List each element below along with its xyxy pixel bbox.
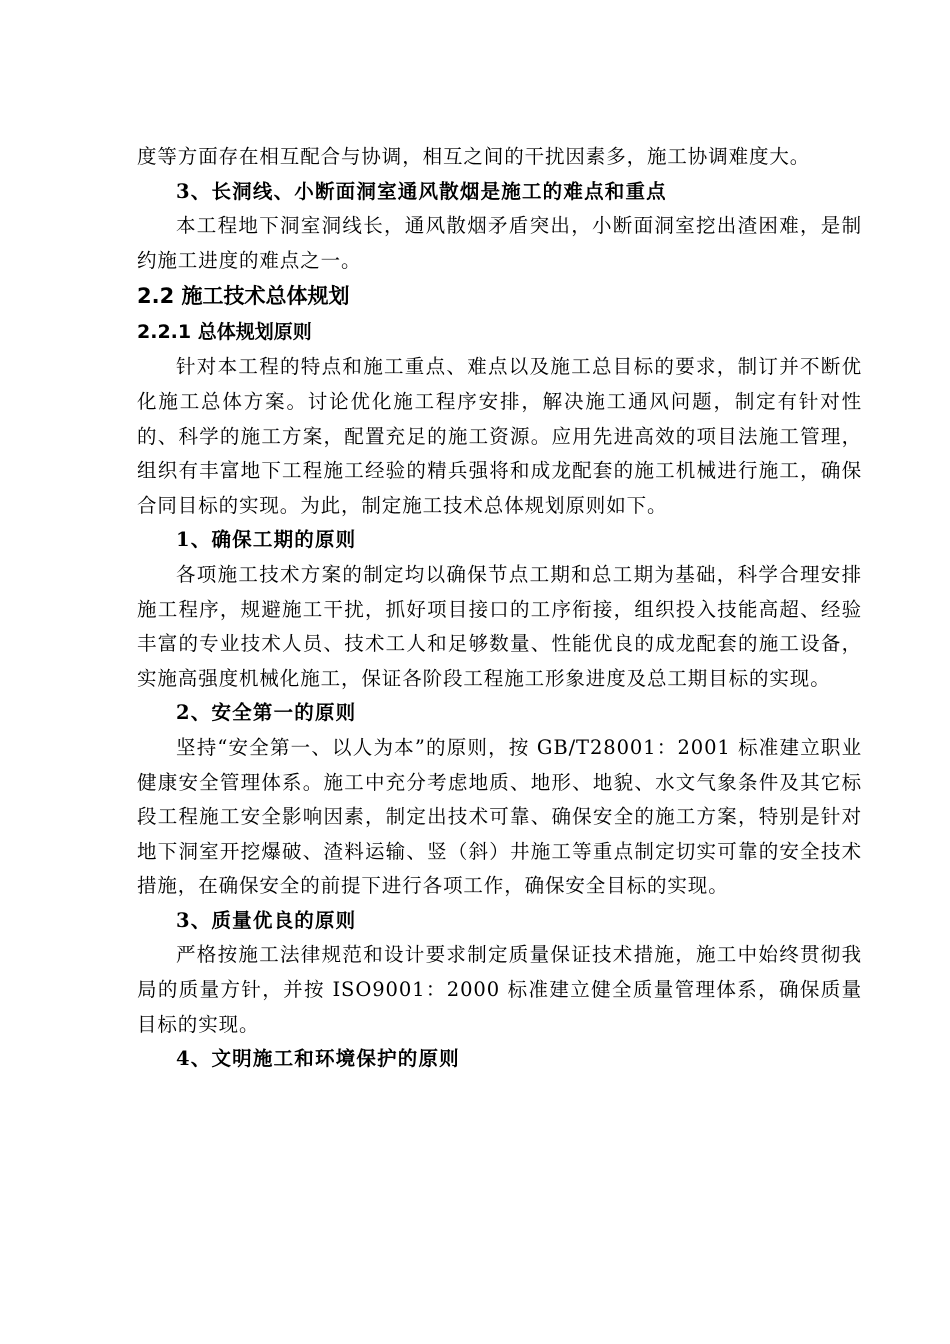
paragraph-continued: 度等方面存在相互配合与协调，相互之间的干扰因素多，施工协调难度大。 [137,145,811,168]
section-2-2-1-title: 2.2.1 总体规划原则 [137,321,312,344]
principle-1-title: 1、确保工期的原则 [176,528,357,552]
paragraph-point-3: 本工程地下洞室洞线长，通风散烟矛盾突出，小断面洞室挖出渣困难，是制约施工进度的难点之一。 [137,214,862,272]
section-2-2-title: 2.2 施工技术总体规划 [137,284,350,309]
heading-point-3: 3、长洞线、小断面洞室通风散烟是施工的难点和重点 [176,179,667,203]
principle-3-text: 严格按施工法律规范和设计要求制定质量保证技术措施，施工中始终贯彻我局的质量方针，并按 ISO9001：2000 标准建立健全质量管理体系，确保质量目标的实现。 [137,943,862,1036]
document-body [137,140,862,1077]
principle-2-title: 2、安全第一的原则 [176,701,357,725]
principle-2-text: 坚持“安全第一、以人为本”的原则，按 GB/T28001：2001 标准建立职业健康安全管理体系。施工中充分考虑地质、地形、地貌、水文气象条件及其它标段工程施工安全影响因素，制定出技术可靠、确保安全的施工方案，特别是针对地下洞室开挖爆破、渣料运输、竖（斜）井施工等重点制定切实可靠的安全技术措施，在确保安全的前提下进行各项工作，确保安全目标的实现。 [137,735,862,898]
principle-3-title: 3、质量优良的原则 [176,908,357,932]
paragraph-intro: 针对本工程的特点和施工重点、难点以及施工总目标的要求，制订并不断优化施工总体方案。讨论优化施工程序安排，解决施工通风问题，制定有针对性的、科学的施工方案，配置充足的施工资源。应用先进高效的项目法施工管理，组织有丰富地下工程施工经验的精兵强将和成龙配套的施工机械进行施工，确保合同目标的实现。为此，制定施工技术总体规划原则如下。 [137,355,862,517]
principle-1-text: 各项施工技术方案的制定均以确保节点工期和总工期为基础，科学合理安排施工程序，规避施工干扰，抓好项目接口的工序衔接，组织投入技能高超、经验丰富的专业技术人员、技术工人和足够数量、性能优良的成龙配套的施工设备，实施高强度机械化施工，保证各阶段工程施工形象进度及总工期目标的实现。 [137,562,862,690]
principle-4-title: 4、文明施工和环境保护的原则 [176,1047,460,1071]
